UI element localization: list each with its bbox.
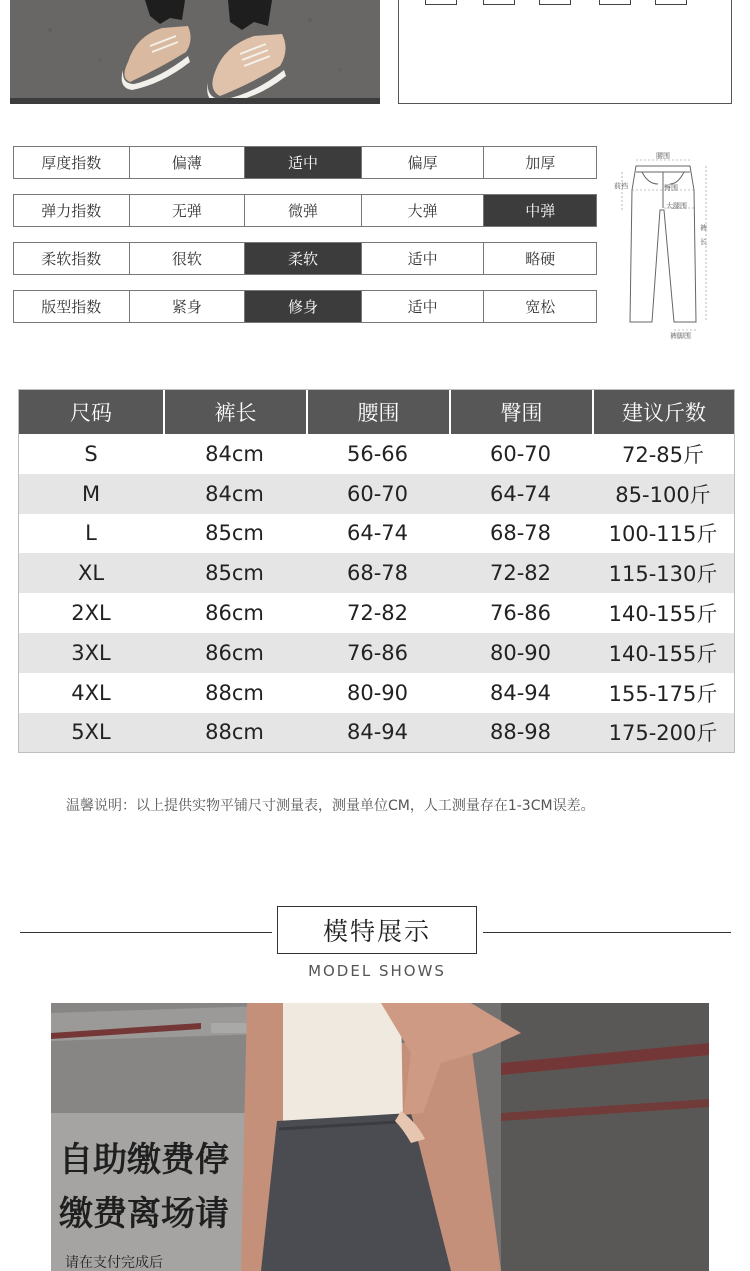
index-option: 微弹 bbox=[244, 195, 361, 226]
model-photo bbox=[51, 1003, 709, 1271]
index-label: 弹力指数 bbox=[41, 202, 102, 220]
table-cell: 68-78 bbox=[489, 521, 552, 546]
size-icon-4 bbox=[599, 0, 631, 5]
table-cell: 3XL bbox=[71, 640, 111, 665]
index-option-selected: 中弹 bbox=[483, 195, 596, 226]
table-cell: 86cm bbox=[205, 601, 264, 626]
table-cell: 85-100斤 bbox=[615, 482, 711, 507]
table-cell: 56-66 bbox=[346, 441, 409, 466]
index-row-fit bbox=[13, 290, 597, 323]
table-cell: 64-74 bbox=[489, 481, 552, 506]
index-option: 加厚 bbox=[483, 147, 596, 178]
product-photo-shoes bbox=[10, 0, 380, 104]
table-cell: 155-175斤 bbox=[608, 681, 718, 706]
index-option: 偏薄 bbox=[129, 147, 245, 178]
index-row-elasticity bbox=[13, 194, 597, 227]
index-option: 紧身 bbox=[129, 291, 245, 322]
table-cell: 80-90 bbox=[489, 640, 552, 665]
measurement-note: 温馨说明：以上提供实物平铺尺寸测量表，测量单位CM，人工测量存在1-3CM误差。 bbox=[66, 798, 595, 814]
table-cell: 60-70 bbox=[489, 441, 552, 466]
table-row bbox=[19, 673, 734, 713]
section-divider-right bbox=[483, 932, 731, 933]
table-row bbox=[19, 434, 734, 474]
table-cell: 64-74 bbox=[346, 521, 409, 546]
section-title: 模特展示 bbox=[277, 906, 477, 954]
index-label: 厚度指数 bbox=[41, 154, 102, 172]
table-cell: 175-200斤 bbox=[608, 721, 718, 746]
sign-small-text: 请在支付完成后 bbox=[65, 1255, 163, 1271]
index-option-selected: 适中 bbox=[244, 147, 361, 178]
model-illustration bbox=[51, 1003, 709, 1271]
size-icon-1 bbox=[425, 0, 457, 5]
index-row-softness bbox=[13, 242, 597, 275]
table-cell: 88-98 bbox=[489, 720, 552, 745]
size-icon-5 bbox=[655, 0, 687, 5]
table-cell: L bbox=[85, 521, 97, 546]
size-table bbox=[18, 389, 735, 753]
table-cell: 72-85斤 bbox=[621, 442, 705, 467]
index-label: 版型指数 bbox=[41, 298, 102, 316]
table-cell: 84-94 bbox=[489, 680, 552, 705]
table-cell: 85cm bbox=[205, 521, 264, 546]
table-cell: 68-78 bbox=[346, 561, 409, 586]
fabric-info-panel bbox=[398, 0, 732, 104]
table-cell: 72-82 bbox=[346, 601, 409, 626]
table-cell: 85cm bbox=[205, 561, 264, 586]
table-row bbox=[19, 553, 734, 593]
section-subtitle: MODEL SHOWS bbox=[308, 962, 446, 980]
sign-line-1: 自助缴费停 bbox=[59, 1140, 229, 1180]
size-table-header-cell: 裤长 bbox=[163, 390, 306, 434]
size-table-header-cell: 建议斤数 bbox=[592, 390, 734, 434]
table-cell: 84cm bbox=[205, 441, 264, 466]
index-option: 偏厚 bbox=[361, 147, 484, 178]
pants-measurement-diagram bbox=[612, 150, 724, 340]
diagram-label-length: 裤长 bbox=[700, 224, 707, 246]
table-cell: 80-90 bbox=[346, 680, 409, 705]
index-option: 大弹 bbox=[361, 195, 484, 226]
size-table-header-cell: 尺码 bbox=[70, 401, 112, 425]
index-option: 无弹 bbox=[129, 195, 245, 226]
table-cell: 140-155斤 bbox=[608, 641, 718, 666]
table-cell: 72-82 bbox=[489, 561, 552, 586]
index-option: 宽松 bbox=[483, 291, 596, 322]
table-row bbox=[19, 713, 734, 753]
size-icon-2 bbox=[483, 0, 515, 5]
index-option-selected: 修身 bbox=[244, 291, 361, 322]
sign-line-2: 缴费离场请 bbox=[59, 1194, 229, 1234]
photo-shadow bbox=[10, 98, 380, 104]
table-row bbox=[19, 593, 734, 633]
size-table-header-cell: 腰围 bbox=[306, 390, 449, 434]
table-cell: 115-130斤 bbox=[608, 562, 718, 587]
table-cell: S bbox=[84, 441, 98, 466]
table-cell: 86cm bbox=[205, 640, 264, 665]
index-option: 略硬 bbox=[483, 243, 596, 274]
diagram-label-hem: 裤脚围 bbox=[670, 332, 691, 340]
diagram-label-thigh: 大腿围 bbox=[666, 202, 687, 210]
size-icon-3 bbox=[539, 0, 571, 5]
size-table-body bbox=[19, 434, 734, 752]
diagram-label-waist: 腰围 bbox=[656, 152, 670, 160]
table-row bbox=[19, 474, 734, 514]
table-cell: XL bbox=[77, 561, 105, 586]
index-option-selected: 柔软 bbox=[244, 243, 361, 274]
table-cell: 2XL bbox=[71, 601, 111, 626]
table-cell: 84cm bbox=[205, 481, 264, 506]
table-cell: 84-94 bbox=[346, 720, 409, 745]
table-cell: M bbox=[81, 481, 101, 506]
table-cell: 140-155斤 bbox=[608, 602, 718, 627]
index-row-thickness bbox=[13, 146, 597, 179]
table-row bbox=[19, 633, 734, 673]
table-cell: 76-86 bbox=[489, 601, 552, 626]
table-cell: 88cm bbox=[205, 680, 264, 705]
size-table-header bbox=[19, 390, 734, 434]
size-table-header-cell: 臀围 bbox=[449, 390, 592, 434]
table-cell: 5XL bbox=[71, 720, 111, 745]
index-option: 适中 bbox=[361, 243, 484, 274]
table-cell: 76-86 bbox=[346, 640, 409, 665]
diagram-label-hip: 臀围 bbox=[664, 184, 678, 192]
table-cell: 88cm bbox=[205, 720, 264, 745]
section-divider-left bbox=[20, 932, 272, 933]
index-option: 适中 bbox=[361, 291, 484, 322]
diagram-label-front-rise: 前裆 bbox=[614, 182, 628, 190]
table-cell: 4XL bbox=[71, 680, 111, 705]
table-cell: 100-115斤 bbox=[608, 522, 718, 547]
index-label: 柔软指数 bbox=[41, 250, 102, 268]
shoes-illustration bbox=[10, 0, 380, 104]
index-option: 很软 bbox=[129, 243, 245, 274]
table-cell: 60-70 bbox=[346, 481, 409, 506]
table-row bbox=[19, 514, 734, 554]
